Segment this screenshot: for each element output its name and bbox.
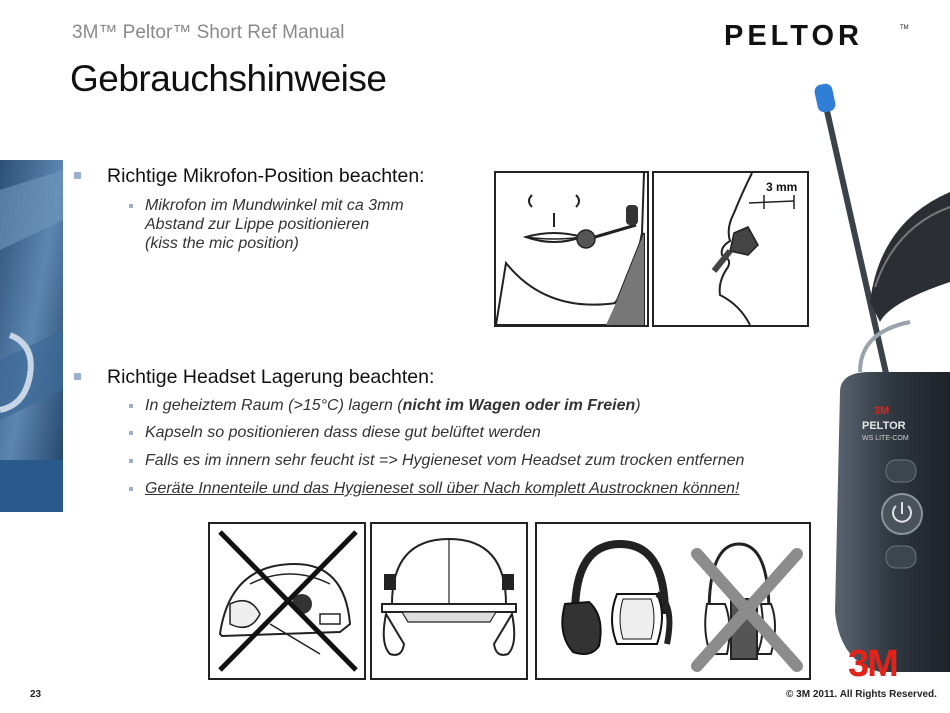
bullet-square-icon (74, 172, 81, 179)
sub-bullet-cups-ventilated: Kapseln so positionieren dass diese gut belüftet werden (145, 423, 541, 442)
antenna-tip-icon (813, 82, 836, 113)
svg-text:WS LITE-COM: WS LITE-COM (862, 435, 909, 442)
mic-distance-label: 3 mm (766, 180, 798, 194)
page-number: 23 (30, 689, 42, 700)
sub-bullet-icon (129, 204, 133, 208)
emphasis-text: nicht im Wagen oder im Freien (402, 397, 636, 414)
bullet-heading: Richtige Mikrofon-Position beachten: (107, 165, 425, 187)
sub-bullet-storage-room: In geheiztem Raum (>15°C) lagern (nicht im Wagen oder im Freien) (145, 396, 641, 415)
3m-logo-text: 3M (848, 643, 897, 679)
headset-wrong-icon (697, 544, 797, 666)
mic-front-illustration (494, 171, 649, 327)
sub-bullet-dry-overnight: Geräte Innenteile und das Hygieneset soll über Nach komplett Austrocknen können! (145, 479, 739, 498)
bullet-heading: Richtige Headset Lagerung beachten: (107, 366, 435, 388)
storage-helmet-wrong-illustration (208, 522, 366, 680)
copyright-text: © 3M 2011. All Rights Reserved. (786, 689, 937, 700)
bullet-square-icon (74, 373, 81, 380)
sub-bullet-line: (kiss the mic position) (145, 235, 299, 252)
svg-text:3M: 3M (874, 405, 890, 417)
peltor-logo-text: PELTOR (724, 20, 863, 50)
sub-bullet-line: Abstand zur Lippe positionieren (145, 216, 370, 233)
sub-bullet-icon (129, 487, 133, 491)
svg-text:TM: TM (900, 25, 909, 31)
peltor-logo (722, 20, 912, 50)
bullet-mic-position (107, 165, 425, 188)
sub-bullet-icon (129, 431, 133, 435)
sub-bullet-icon (129, 404, 133, 408)
mic-side-illustration (652, 171, 809, 327)
storage-headband-illustration (535, 522, 811, 680)
manual-subtitle: 3M™ Peltor™ Short Ref Manual (72, 22, 345, 43)
bullet-headset-storage (107, 366, 434, 389)
page-title: Gebrauchshinweise (70, 58, 387, 99)
left-photo-strip (0, 160, 63, 512)
svg-text:PELTOR: PELTOR (862, 420, 906, 432)
3m-logo (848, 643, 916, 679)
storage-helmet-correct-illustration (370, 522, 528, 680)
headset-product-photo (800, 82, 950, 682)
sub-bullet-icon (129, 459, 133, 463)
headset-correct-icon (562, 544, 669, 654)
sub-bullet-line: Mikrofon im Mundwinkel mit ca 3mm (145, 197, 404, 214)
sub-bullet-humidity: Falls es im innern sehr feucht ist => Hygieneset vom Headset zum trocken entfernen (145, 451, 744, 470)
sub-bullet-mic (145, 196, 404, 253)
